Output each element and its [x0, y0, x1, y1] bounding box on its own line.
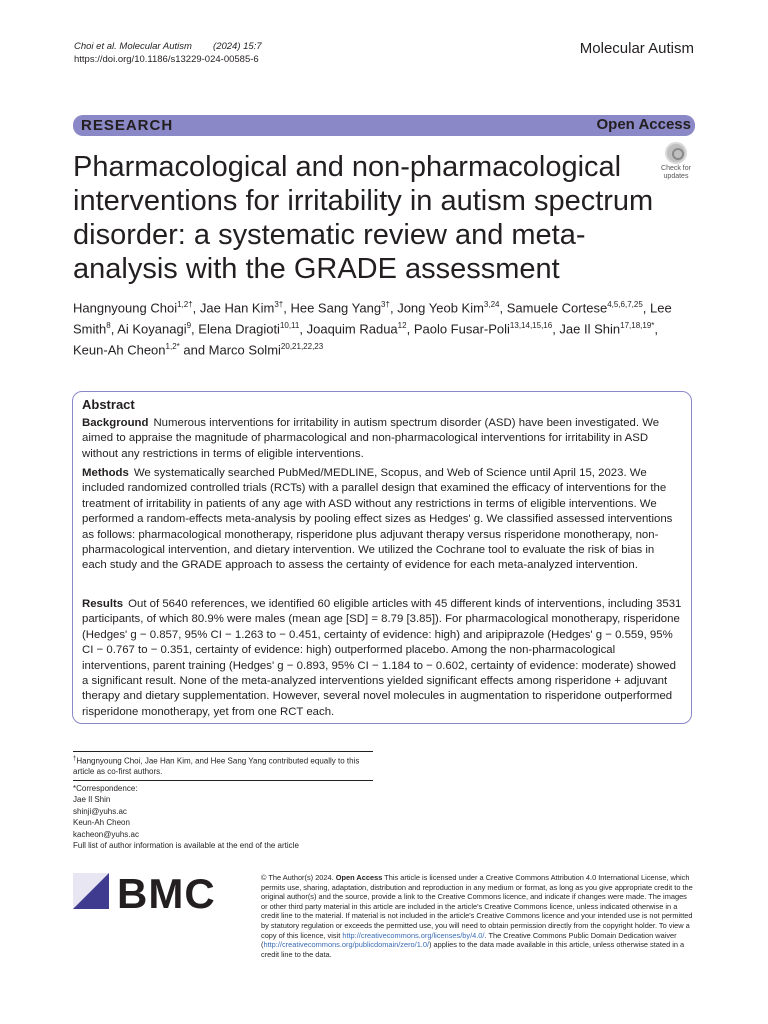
license-notice — [261, 873, 695, 959]
correspondence-email[interactable]: shinji@yuhs.ac — [73, 806, 127, 816]
author-name: Elena Dragioti — [198, 321, 280, 337]
author-affiliation: 3† — [274, 300, 284, 309]
footnote-mark: † — [73, 756, 77, 762]
correspondence-name: Keun-Ah Cheon — [73, 818, 130, 828]
methods-text: We systematically searched PubMed/MEDLINE, Scopus, and Web of Science until April 15, 2023. We included randomized controlled trials (RCTs) with a parallel design that examined the efficacy of interventions for the treatment of irritability in patients of any age with ASD without any restrictions in terms of eligible interventions. We performed a random-effects meta-analysis by pooling effect sizes as Hedges' g. We classified assessed interventions as follows: pharmacological monotherapy, risperidone plus adjuvant therapy versus risperidone monotherapy, non-pharmacological intervention, and dietary intervention. We utilized the Cochrane tool to evaluate the risk of bias in each study and the GRADE approach to assess the certainty of evidence for each meta-analyzed intervention. — [82, 467, 673, 572]
author-name: Samuele Cortese — [506, 300, 608, 316]
author-affiliation: 3,24 — [483, 300, 500, 309]
abstract-results — [82, 597, 682, 720]
results-text: Out of 5640 references, we identified 60 eligible articles with 45 different kinds of interventions, including 3531 participants, of which 80.9% were males (mean age [SD] = 8.79 [3.85]). For pharmacological monotherapy, risperidone (Hedges' g − 0.857, 95% CI − 1.263 to − 0.451, certainty of evidence: high) and aripiprazole (Hedges' g − 0.559, 95% CI − 0.767 to − 0.351, certainty of evidence: high) outperformed placebo. Among the non-pharmacological interventions, parent training (Hedges' g − 0.893, 95% CI − 1.184 to − 0.602, certainty of evidence: moderate) showed a significant result. None of the meta-analyzed interventions yielded significant effects among risperidone + adjuvant therapy and dietary supplementation. However, several novel molecules in augmentation to risperidone outperformed risperidone monotherapy, yet from one RCT each. — [82, 598, 682, 718]
correspondence — [73, 783, 299, 851]
methods-label: Methods — [82, 467, 129, 479]
correspondence-email[interactable]: kacheon@yuhs.ac — [73, 829, 139, 839]
footnote-divider — [73, 751, 373, 752]
citation-year: (2024) 15:7 — [213, 41, 262, 52]
correspondence-divider — [73, 780, 373, 781]
author-name: Jong Yeob Kim — [397, 300, 484, 316]
author-name: Hee Sang Yang — [290, 300, 382, 316]
doi-link[interactable]: https://doi.org/10.1186/s13229-024-00585-6 — [74, 54, 259, 65]
abstract-heading: Abstract — [82, 397, 135, 412]
correspondence-name: Jae Il Shin — [73, 795, 111, 805]
abstract-background — [82, 416, 682, 462]
author-name: Lee Smith — [73, 300, 672, 337]
open-access-label-small: Open Access — [335, 873, 383, 882]
author-list: Hangnyoung Choi$^{1,2\dagger}$, Jae Han Kim$^{3\dagger}$, Hee Sang Yang$^{3\dagger}$, Jong Yeob Kim$^{3,24}$, Samuele Cortese$^{4,5,6,7,25}$, Lee Smith$^8$, Ai Koyanagi$^9$, Elena Dragioti$^{10,11}$, Joaquim Radua$^{12}$, Paolo Fusar-Poli$^{13,14,15,16}$, Jae Il Shin$^{17,18,19*}$, Keun-Ah Cheon$^{1,2*}$ and Marco Solmi$^{20,21,22,23}$ — [73, 300, 672, 357]
author-affiliation: 17,18,19* — [620, 320, 655, 330]
author-name: Jae Il Shin — [559, 321, 621, 337]
author-name: Marco Solmi — [208, 341, 281, 357]
citation-authors: Choi et al. Molecular Autism — [74, 41, 192, 52]
author-name: Joaquim Radua — [306, 321, 398, 337]
article-type-bar — [73, 115, 695, 136]
check-for-updates-badge[interactable] — [657, 142, 695, 180]
license-body: This article is licensed under a Creative Commons Attribution 4.0 International License, which permits use, sharing, adaptation, distribution and reproduction in any medium or format, as long as you give appropriate credit to the original author(s) and the source, provide a link to the Creative Commons licence, and indicate if changes were made. The images or other third party material in this article are included in the article's Creative Commons licence, unless indicated otherwise in a credit line to the material. If material is not included in the article's Creative Commons licence and your intended use is not permitted by statutory regulation or exceeds the permitted use, you will need to obtain permission directly from the copyright holder. To view a copy of this licence, visit — [261, 873, 693, 940]
author-affiliation: 13,14,15,16 — [509, 320, 553, 330]
open-access-label: Open Access — [596, 116, 691, 133]
license-end: ) applies to the data made available in this article, unless otherwise stated in a credit line to the data. — [261, 940, 685, 959]
article-type-label: RESEARCH — [81, 117, 174, 134]
article-title: Pharmacological and non-pharmacological interventions for irritability in autism spectrum disorder: a systematic review and meta-analysis with the GRADE assessment — [73, 151, 654, 285]
abstract-methods — [82, 466, 682, 574]
author-affiliation: 1,2† — [177, 300, 193, 309]
cc-by-link[interactable]: http://creativecommons.org/licenses/by/4.0/ — [342, 930, 485, 940]
author-name: Jae Han Kim — [199, 300, 275, 316]
author-affiliation: 1,2* — [165, 341, 180, 351]
author-name: Keun-Ah Cheon — [73, 341, 166, 357]
check-for-updates-icon — [665, 142, 687, 164]
author-affiliation: 9 — [186, 320, 192, 330]
author-info-note: Full list of author information is available at the end of the article — [73, 841, 299, 851]
author-affiliation: 4,5,6,7,25 — [607, 300, 643, 309]
correspondence-label: *Correspondence: — [73, 784, 138, 793]
copyright-text: © The Author(s) 2024. — [261, 873, 334, 882]
author-affiliation: 20,21,22,23 — [280, 341, 324, 351]
author-affiliation: 3† — [381, 300, 390, 309]
bmc-logo-text: BMC — [117, 870, 216, 917]
citation-header — [74, 40, 262, 66]
journal-name: Molecular Autism — [579, 40, 694, 57]
check-for-updates-label-1: Check for — [661, 165, 691, 172]
license-middle: . The Creative Commons Public Domain Dedication waiver ( — [261, 930, 677, 950]
check-for-updates-label-2: updates — [663, 173, 689, 180]
author-affiliation: 10,11 — [279, 320, 300, 330]
author-affiliation: 12 — [397, 320, 407, 330]
background-label: Background — [82, 417, 149, 429]
author-name: Paolo Fusar-Poli — [413, 321, 510, 337]
cc-zero-link[interactable]: http://creativecommons.org/publicdomain/zero/1.0/ — [263, 940, 430, 950]
background-text: Numerous interventions for irritability in autism spectrum disorder (ASD) have been investigated. We aimed to appraise the magnitude of pharmacological and non-pharmacological interventions for irritability in ASD without any restrictions in terms of eligible interventions. — [82, 417, 660, 460]
author-name: Ai Koyanagi — [117, 321, 187, 337]
author-name: Hangnyoung Choi — [73, 300, 178, 316]
results-label: Results — [82, 598, 124, 610]
author-affiliation: 8 — [106, 320, 111, 330]
footnote — [73, 754, 373, 778]
footnote-text: Hangnyoung Choi, Jae Han Kim, and Hee Sang Yang contributed equally to this article as co-first authors. — [73, 756, 360, 777]
